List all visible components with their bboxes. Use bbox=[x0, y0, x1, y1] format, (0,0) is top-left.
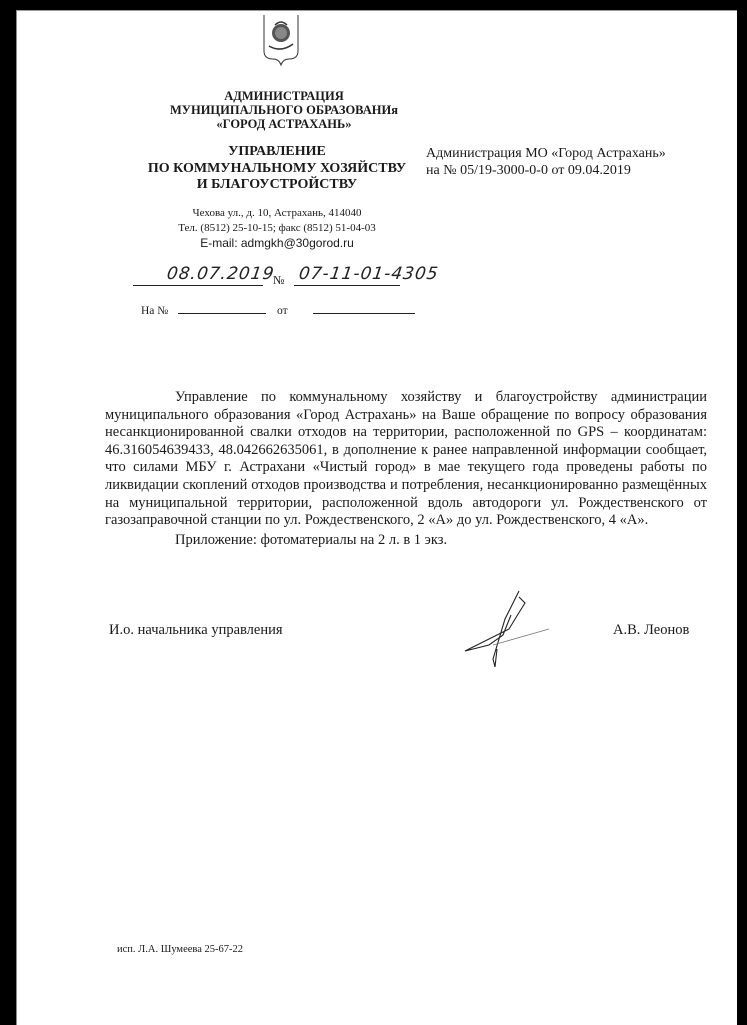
org-line: «ГОРОД АСТРАХАНЬ» bbox=[216, 117, 352, 131]
attachment-note: Приложение: фотоматериалы на 2 л. в 1 экз. bbox=[175, 531, 448, 548]
dept-line: И БЛАГОУСТРОЙСТВУ bbox=[196, 177, 358, 192]
ref-date-underline bbox=[313, 313, 415, 314]
email: E-mail: admgkh@30gorod.ru bbox=[200, 236, 354, 250]
ref-number-label: На № bbox=[141, 305, 169, 317]
number-label: № bbox=[273, 273, 285, 287]
contact-block bbox=[157, 206, 397, 251]
addressee-name: Администрация МО «Город Астрахань» bbox=[426, 146, 666, 161]
department-name bbox=[127, 144, 427, 194]
outgoing-number: 07-11-01-4305 bbox=[297, 264, 440, 284]
signatory-name: А.В. Леонов bbox=[613, 622, 690, 638]
addressee-block bbox=[426, 145, 666, 179]
org-line: МУНИЦИПАЛЬНОГО ОБРАЗОВАНИя bbox=[170, 103, 398, 117]
letter-page bbox=[16, 10, 737, 1025]
letter-body bbox=[105, 389, 707, 549]
date-underline bbox=[133, 285, 263, 286]
org-line: АДМИНИСТРАЦИЯ bbox=[224, 89, 344, 103]
executor-note: исп. Л.А. Шумеева 25-67-22 bbox=[117, 944, 243, 955]
coat-of-arms-icon bbox=[261, 13, 301, 67]
ref-number-underline bbox=[178, 313, 266, 314]
number-underline bbox=[294, 285, 400, 286]
signatory-position: И.о. начальника управления bbox=[109, 622, 283, 638]
dept-line: УПРАВЛЕНИЕ bbox=[228, 144, 326, 159]
outgoing-date: 08.07.2019 bbox=[165, 264, 276, 284]
body-paragraph: Управление по коммунальному хозяйству и благоустройству администрации муниципального образования «Город Астрахань» на Ваше обращение по вопросу образования несанкционированной свалки отходов на территории, расположенной по GPS – координатам: 46.316054639433, 48.042662635061, в дополнение к ранее направленной информации сообщает, что силами МБУ г. Астрахани «Чистый город» в мае текущего года проведены работы по ликвидации скоплений отходов производства и потребления, несанкционированно размещённых на муниципальной территории, расположенной вдоль автодороги ул. Рождественского от газозаправочной станции по ул. Рождественского, 2 «А» до ул. Рождественского, 4 «А». bbox=[105, 389, 707, 529]
ref-date-label: от bbox=[277, 305, 288, 317]
address: Чехова ул., д. 10, Астрахань, 414040 bbox=[192, 207, 362, 219]
organization-name bbox=[144, 89, 424, 131]
handwritten-signature-icon bbox=[449, 589, 559, 669]
phone: Тел. (8512) 25-10-15; факс (8512) 51-04-03 bbox=[178, 222, 376, 234]
addressee-reference: на № 05/19-3000-0-0 от 09.04.2019 bbox=[426, 163, 631, 178]
dept-line: ПО КОММУНАЛЬНОМУ ХОЗЯЙСТВУ bbox=[147, 160, 407, 176]
